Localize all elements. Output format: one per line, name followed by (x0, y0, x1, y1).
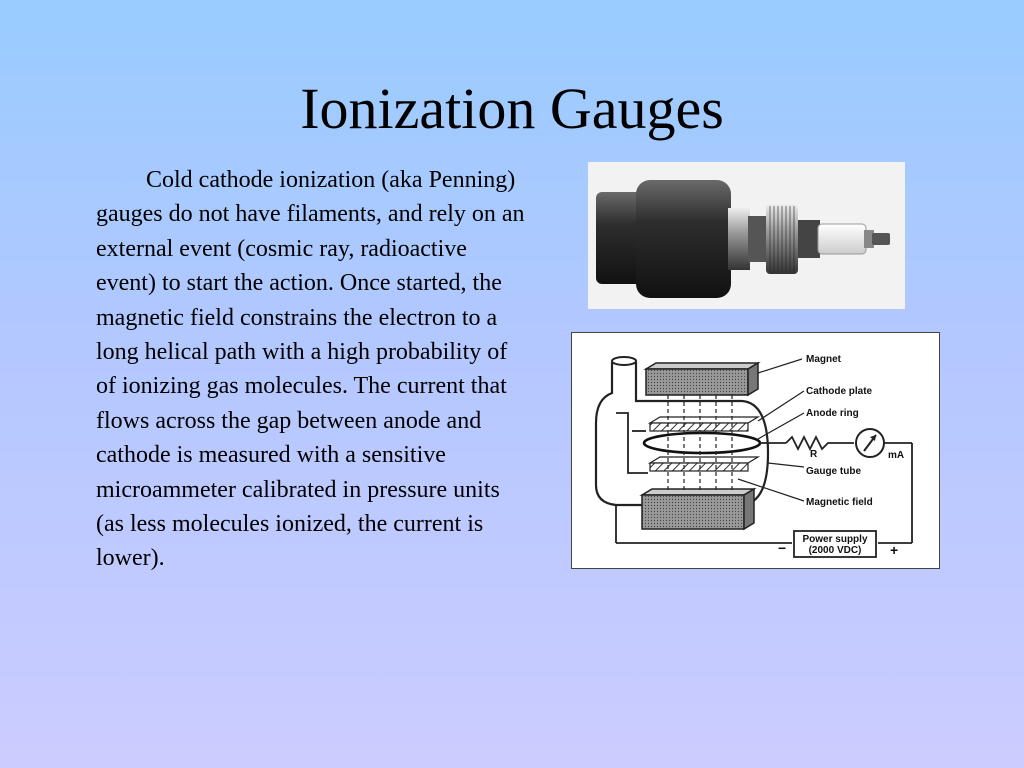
label-milliammeter: mA (888, 450, 905, 461)
magnet-bottom (642, 495, 744, 529)
anode-ring (644, 433, 760, 453)
magnet-top (646, 369, 748, 395)
magnetic-field-lines (668, 395, 732, 493)
gauge-photo (588, 162, 905, 309)
slide-title: Ionization Gauges (300, 76, 724, 141)
photo-magnet-body (636, 180, 731, 298)
label-cathode-plate: Cathode plate (806, 386, 873, 397)
gauge-photo-drawing (588, 162, 905, 309)
cathode-plate-top (650, 423, 748, 431)
label-anode-ring: Anode ring (806, 408, 859, 419)
power-supply-label-line1: Power supply (802, 534, 868, 545)
gauge-schematic-drawing (572, 333, 939, 568)
resistor (786, 437, 854, 449)
plus-terminal-label: + (890, 542, 899, 558)
tube-port-opening (612, 357, 636, 365)
photo-collar (728, 208, 750, 270)
label-gauge-tube: Gauge tube (806, 466, 862, 477)
body-text (96, 163, 528, 576)
photo-ceramic-insulator (818, 224, 866, 254)
minus-terminal-label: − (778, 540, 787, 556)
label-resistor: R (810, 449, 818, 460)
photo-pin (872, 233, 890, 245)
power-supply-label-line2: (2000 VDC) (808, 545, 862, 556)
label-magnet: Magnet (806, 354, 841, 365)
label-magnetic-field: Magnetic field (806, 497, 873, 508)
gauge-schematic (571, 332, 940, 569)
body-text-content: Cold cathode ionization (aka Penning) gauges do not have filaments, and rely on an external event (cosmic ray, radioactive event) to start the action. Once started, the magnetic field constrains the electron to a long helical path with a high probability of of ionizing gas molecules. The current that flows across the gap between anode and cathode is measured with a sensitive microammeter calibrated in pressure units (as less molecules ionized, the current is lower). (96, 167, 525, 572)
cathode-plate-bottom (650, 463, 748, 471)
